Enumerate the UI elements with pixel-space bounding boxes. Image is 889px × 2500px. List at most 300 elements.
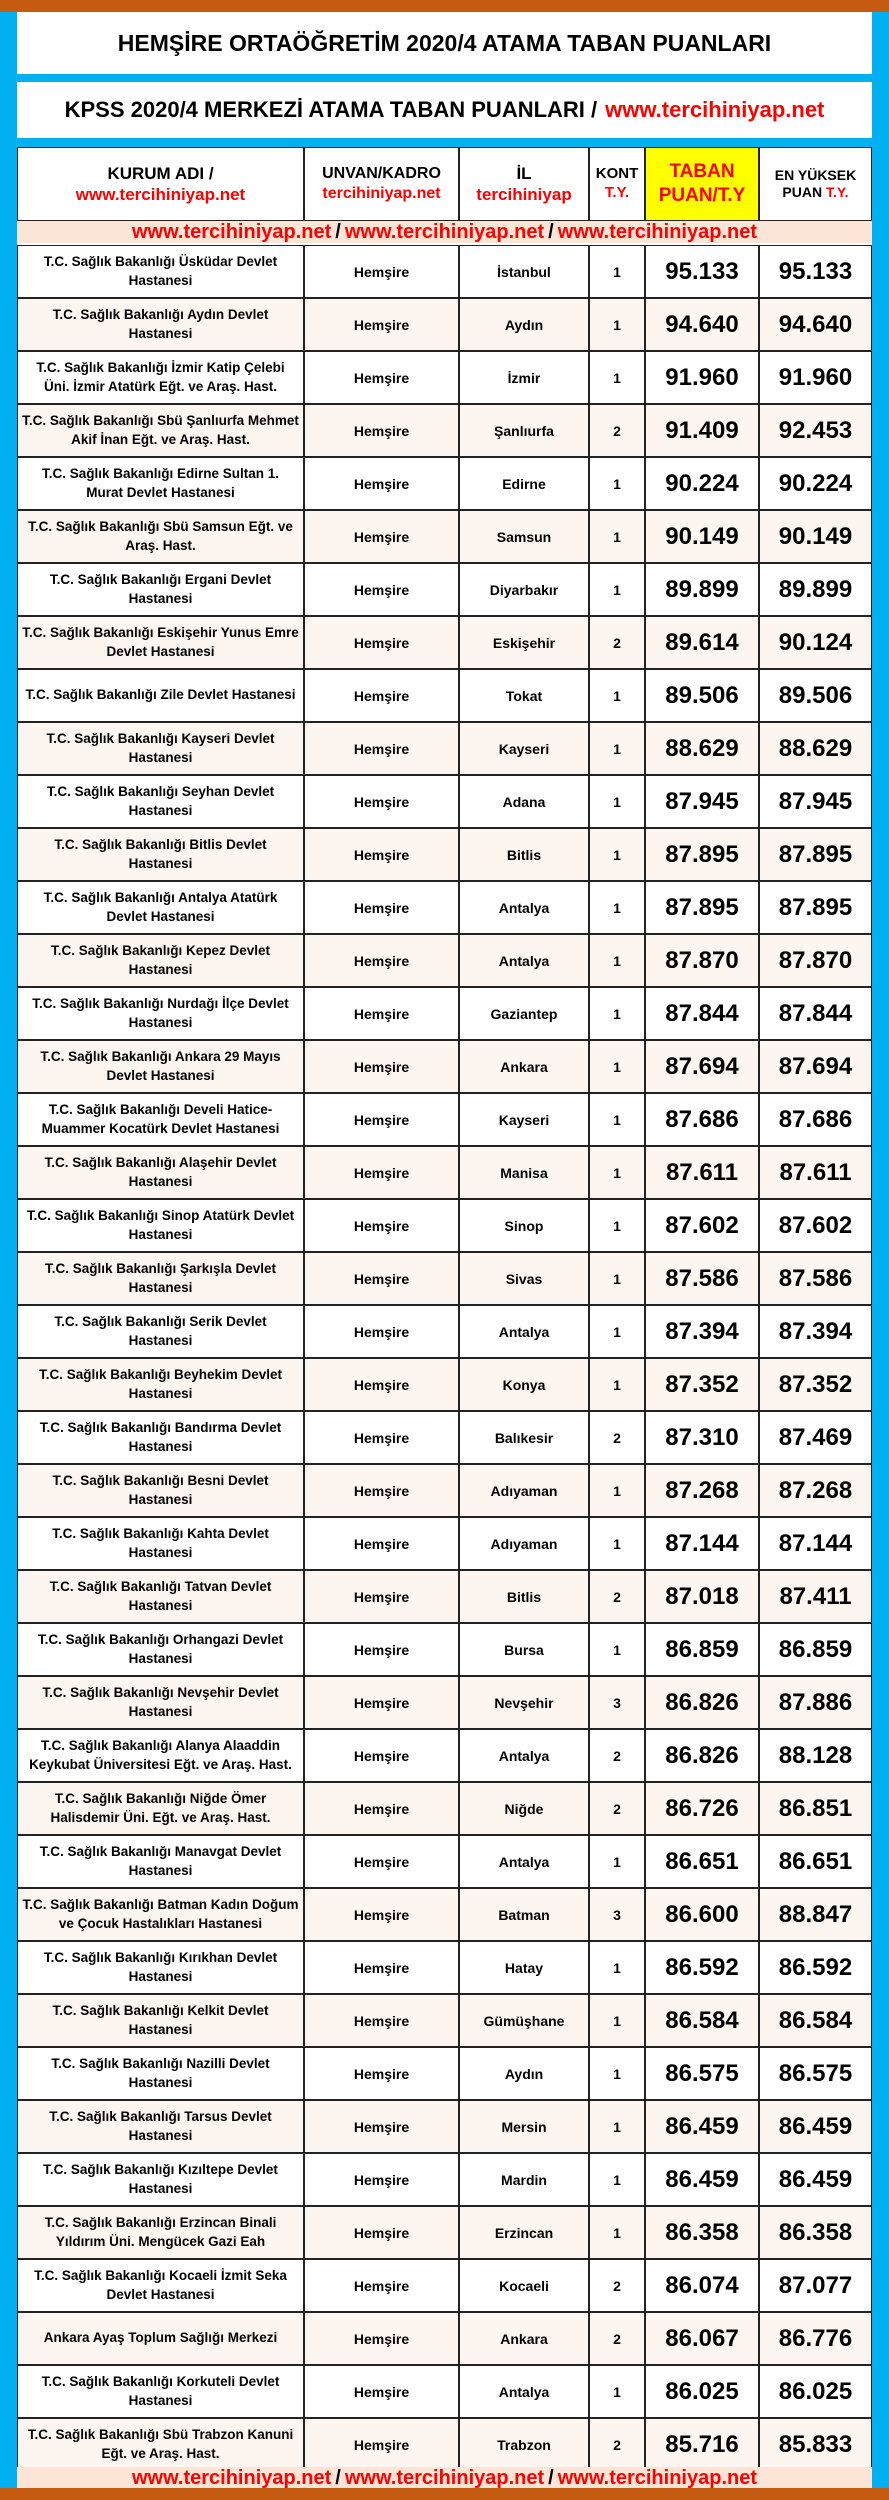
cell-il: Konya <box>459 1358 589 1411</box>
cell-en-yuksek-puan: 86.575 <box>759 2047 872 2100</box>
cell-unvan: Hemşire <box>304 457 459 510</box>
cell-en-yuksek-puan: 87.352 <box>759 1358 872 1411</box>
cell-en-yuksek-puan: 86.851 <box>759 1782 872 1835</box>
cell-taban-puan: 87.895 <box>645 828 759 881</box>
cell-unvan: Hemşire <box>304 1835 459 1888</box>
cell-il: Antalya <box>459 2365 589 2418</box>
cell-kont: 3 <box>589 1888 645 1941</box>
cell-kurum: T.C. Sağlık Bakanlığı Beyhekim Devlet Hastanesi <box>17 1358 304 1411</box>
left-cyan-border <box>0 12 17 2488</box>
cell-kont: 2 <box>589 1570 645 1623</box>
cell-taban-puan: 87.144 <box>645 1517 759 1570</box>
header-enyuksek-ty: T.Y. <box>825 184 849 200</box>
url-band-bottom-link-2[interactable]: www.tercihiniyap.net <box>344 2466 545 2489</box>
cell-kont: 2 <box>589 1411 645 1464</box>
cell-kont: 1 <box>589 563 645 616</box>
cell-kont: 2 <box>589 1729 645 1782</box>
cell-kurum: T.C. Sağlık Bakanlığı Ergani Devlet Hastanesi <box>17 563 304 616</box>
cell-il: Bitlis <box>459 828 589 881</box>
cell-il: Adıyaman <box>459 1517 589 1570</box>
cell-taban-puan: 87.694 <box>645 1040 759 1093</box>
table-row <box>17 2206 872 2259</box>
cell-unvan: Hemşire <box>304 1040 459 1093</box>
cell-en-yuksek-puan: 85.833 <box>759 2418 872 2471</box>
cell-en-yuksek-puan: 87.144 <box>759 1517 872 1570</box>
cell-il: Niğde <box>459 1782 589 1835</box>
cell-kurum: T.C. Sağlık Bakanlığı Kızıltepe Devlet Hastanesi <box>17 2153 304 2206</box>
cell-kurum: T.C. Sağlık Bakanlığı Sbü Trabzon Kanuni Eğt. ve Araş. Hast. <box>17 2418 304 2471</box>
cell-il: İzmir <box>459 351 589 404</box>
cell-unvan: Hemşire <box>304 351 459 404</box>
cell-unvan: Hemşire <box>304 1358 459 1411</box>
table-row <box>17 1676 872 1729</box>
cell-il: Aydın <box>459 2047 589 2100</box>
header-taban-sub: PUAN/T.Y <box>658 185 746 206</box>
table-row <box>17 1994 872 2047</box>
cell-taban-puan: 87.310 <box>645 1411 759 1464</box>
cell-taban-puan: 86.459 <box>645 2153 759 2206</box>
cell-il: Mardin <box>459 2153 589 2206</box>
cell-unvan: Hemşire <box>304 2047 459 2100</box>
cell-kont: 1 <box>589 510 645 563</box>
table-row <box>17 1729 872 1782</box>
cell-unvan: Hemşire <box>304 2259 459 2312</box>
cell-il: Aydın <box>459 298 589 351</box>
cell-taban-puan: 86.025 <box>645 2365 759 2418</box>
table-body <box>17 245 872 2471</box>
cell-unvan: Hemşire <box>304 1252 459 1305</box>
cell-kurum: T.C. Sağlık Bakanlığı Develi Hatice-Muammer Kocatürk Devlet Hastanesi <box>17 1093 304 1146</box>
cell-il: Bursa <box>459 1623 589 1676</box>
cell-en-yuksek-puan: 86.776 <box>759 2312 872 2365</box>
cell-kont: 2 <box>589 2418 645 2471</box>
cell-en-yuksek-puan: 87.870 <box>759 934 872 987</box>
top-orange-border <box>0 0 889 12</box>
header-taban <box>645 147 759 221</box>
cell-il: Ankara <box>459 2312 589 2365</box>
cell-taban-puan: 85.716 <box>645 2418 759 2471</box>
cell-en-yuksek-puan: 86.358 <box>759 2206 872 2259</box>
table-row <box>17 1199 872 1252</box>
cell-kurum: T.C. Sağlık Bakanlığı Erzincan Binali Yıldırım Üni. Mengücek Gazi Eah <box>17 2206 304 2259</box>
cell-kont: 1 <box>589 1146 645 1199</box>
cell-il: Tokat <box>459 669 589 722</box>
cell-taban-puan: 86.859 <box>645 1623 759 1676</box>
cell-unvan: Hemşire <box>304 669 459 722</box>
cell-en-yuksek-puan: 94.640 <box>759 298 872 351</box>
cell-taban-puan: 91.409 <box>645 404 759 457</box>
header-kurum-site[interactable]: www.tercihiniyap.net <box>75 185 246 204</box>
header-kont-label: KONT <box>595 165 639 183</box>
table-row <box>17 775 872 828</box>
table-row <box>17 1888 872 1941</box>
table-row <box>17 2365 872 2418</box>
cell-kont: 1 <box>589 881 645 934</box>
table-row <box>17 2418 872 2471</box>
cell-taban-puan: 91.960 <box>645 351 759 404</box>
table-row <box>17 563 872 616</box>
cell-kurum: T.C. Sağlık Bakanlığı Kayseri Devlet Hastanesi <box>17 722 304 775</box>
cell-taban-puan: 88.629 <box>645 722 759 775</box>
cell-en-yuksek-puan: 87.945 <box>759 775 872 828</box>
table-row <box>17 1570 872 1623</box>
table-row <box>17 1305 872 1358</box>
table-row <box>17 245 872 298</box>
cell-unvan: Hemşire <box>304 1994 459 2047</box>
cell-kont: 2 <box>589 616 645 669</box>
cell-kurum: T.C. Sağlık Bakanlığı Ankara 29 Mayıs Devlet Hastanesi <box>17 1040 304 1093</box>
cell-en-yuksek-puan: 86.459 <box>759 2153 872 2206</box>
cell-il: Ankara <box>459 1040 589 1093</box>
cell-taban-puan: 90.224 <box>645 457 759 510</box>
cell-il: Antalya <box>459 1835 589 1888</box>
cell-en-yuksek-puan: 90.149 <box>759 510 872 563</box>
cell-unvan: Hemşire <box>304 2312 459 2365</box>
cell-unvan: Hemşire <box>304 2418 459 2471</box>
cell-il: Bitlis <box>459 1570 589 1623</box>
header-kurum-label: KURUM ADI / <box>107 163 214 183</box>
table-row <box>17 1411 872 1464</box>
table-row <box>17 404 872 457</box>
cell-il: Batman <box>459 1888 589 1941</box>
header-unvan <box>304 147 459 221</box>
cell-kurum: T.C. Sağlık Bakanlığı Sbü Samsun Eğt. ve Araş. Hast. <box>17 510 304 563</box>
cell-kont: 2 <box>589 2259 645 2312</box>
cell-kont: 2 <box>589 1782 645 1835</box>
cell-il: Balıkesir <box>459 1411 589 1464</box>
table-row <box>17 510 872 563</box>
cell-en-yuksek-puan: 87.411 <box>759 1570 872 1623</box>
table-row <box>17 2100 872 2153</box>
cell-il: Antalya <box>459 934 589 987</box>
cell-taban-puan: 86.826 <box>645 1676 759 1729</box>
cell-il: Gaziantep <box>459 987 589 1040</box>
cell-unvan: Hemşire <box>304 881 459 934</box>
cell-en-yuksek-puan: 86.859 <box>759 1623 872 1676</box>
cell-en-yuksek-puan: 88.128 <box>759 1729 872 1782</box>
cell-unvan: Hemşire <box>304 1093 459 1146</box>
cell-kont: 1 <box>589 1623 645 1676</box>
table-row <box>17 1941 872 1994</box>
url-band-link-2[interactable]: www.tercihiniyap.net <box>344 220 545 243</box>
url-band-bottom-sep-1: / <box>335 2466 341 2489</box>
cell-il: Sivas <box>459 1252 589 1305</box>
cell-unvan: Hemşire <box>304 1146 459 1199</box>
table-row <box>17 1358 872 1411</box>
cell-taban-puan: 87.018 <box>645 1570 759 1623</box>
cell-taban-puan: 87.394 <box>645 1305 759 1358</box>
cell-unvan: Hemşire <box>304 828 459 881</box>
cell-taban-puan: 86.726 <box>645 1782 759 1835</box>
cell-il: Antalya <box>459 1305 589 1358</box>
cell-kurum: T.C. Sağlık Bakanlığı Sbü Şanlıurfa Mehmet Akif İnan Eğt. ve Araş. Hast. <box>17 404 304 457</box>
cell-en-yuksek-puan: 87.268 <box>759 1464 872 1517</box>
cell-il: Adana <box>459 775 589 828</box>
cell-en-yuksek-puan: 87.586 <box>759 1252 872 1305</box>
cell-unvan: Hemşire <box>304 1199 459 1252</box>
cell-kont: 1 <box>589 1517 645 1570</box>
bottom-orange-border <box>0 2488 889 2500</box>
cell-taban-puan: 87.870 <box>645 934 759 987</box>
cell-taban-puan: 89.614 <box>645 616 759 669</box>
table-header <box>17 147 872 221</box>
table-row <box>17 616 872 669</box>
table-row <box>17 1146 872 1199</box>
cell-unvan: Hemşire <box>304 2100 459 2153</box>
cell-il: Adıyaman <box>459 1464 589 1517</box>
cell-kont: 1 <box>589 1941 645 1994</box>
cell-il: Trabzon <box>459 2418 589 2471</box>
subtitle-site-link[interactable]: www.tercihiniyap.net <box>605 97 825 122</box>
cell-il: Sinop <box>459 1199 589 1252</box>
cell-en-yuksek-puan: 86.459 <box>759 2100 872 2153</box>
cyan-divider <box>17 74 872 82</box>
cell-unvan: Hemşire <box>304 722 459 775</box>
cell-kont: 1 <box>589 245 645 298</box>
cell-taban-puan: 89.899 <box>645 563 759 616</box>
cell-kurum: Ankara Ayaş Toplum Sağlığı Merkezi <box>17 2312 304 2365</box>
cell-unvan: Hemşire <box>304 1411 459 1464</box>
cell-taban-puan: 94.640 <box>645 298 759 351</box>
cell-en-yuksek-puan: 87.602 <box>759 1199 872 1252</box>
cell-kont: 3 <box>589 1676 645 1729</box>
cell-unvan: Hemşire <box>304 1782 459 1835</box>
cell-taban-puan: 86.592 <box>645 1941 759 1994</box>
header-il-label: İL <box>516 163 532 183</box>
cell-kurum: T.C. Sağlık Bakanlığı Kocaeli İzmit Seka Devlet Hastanesi <box>17 2259 304 2312</box>
cell-unvan: Hemşire <box>304 2206 459 2259</box>
cell-taban-puan: 86.651 <box>645 1835 759 1888</box>
header-il <box>459 147 589 221</box>
header-kurum <box>17 147 304 221</box>
cell-kurum: T.C. Sağlık Bakanlığı İzmir Katip Çelebi Üni. İzmir Atatürk Eğt. ve Araş. Hast. <box>17 351 304 404</box>
cell-kont: 1 <box>589 722 645 775</box>
header-enyuksek-sub <box>782 184 848 202</box>
cell-kurum: T.C. Sağlık Bakanlığı Korkuteli Devlet Hastanesi <box>17 2365 304 2418</box>
cell-en-yuksek-puan: 86.592 <box>759 1941 872 1994</box>
url-band-sep-1: / <box>335 220 341 243</box>
cell-kurum: T.C. Sağlık Bakanlığı Edirne Sultan 1. Murat Devlet Hastanesi <box>17 457 304 510</box>
table-row <box>17 1093 872 1146</box>
cell-unvan: Hemşire <box>304 1888 459 1941</box>
cell-il: Edirne <box>459 457 589 510</box>
cell-en-yuksek-puan: 87.886 <box>759 1676 872 1729</box>
cell-il: Kayseri <box>459 722 589 775</box>
cell-kont: 1 <box>589 457 645 510</box>
cell-taban-puan: 89.506 <box>645 669 759 722</box>
cell-kont: 1 <box>589 934 645 987</box>
cell-il: Erzincan <box>459 2206 589 2259</box>
cell-kurum: T.C. Sağlık Bakanlığı Aydın Devlet Hastanesi <box>17 298 304 351</box>
cell-taban-puan: 86.459 <box>645 2100 759 2153</box>
cell-en-yuksek-puan: 87.895 <box>759 828 872 881</box>
cell-kurum: T.C. Sağlık Bakanlığı Eskişehir Yunus Emre Devlet Hastanesi <box>17 616 304 669</box>
table-row <box>17 828 872 881</box>
cell-il: İstanbul <box>459 245 589 298</box>
cell-kont: 1 <box>589 987 645 1040</box>
cell-taban-puan: 87.844 <box>645 987 759 1040</box>
cell-kurum: T.C. Sağlık Bakanlığı Antalya Atatürk Devlet Hastanesi <box>17 881 304 934</box>
header-il-site[interactable]: tercihiniyap <box>476 185 572 204</box>
cell-kont: 1 <box>589 1835 645 1888</box>
table-row <box>17 1464 872 1517</box>
cell-en-yuksek-puan: 89.506 <box>759 669 872 722</box>
cell-kurum: T.C. Sağlık Bakanlığı Serik Devlet Hastanesi <box>17 1305 304 1358</box>
cell-taban-puan: 87.895 <box>645 881 759 934</box>
cell-kont: 1 <box>589 1252 645 1305</box>
cell-en-yuksek-puan: 86.025 <box>759 2365 872 2418</box>
subtitle-text: KPSS 2020/4 MERKEZİ ATAMA TABAN PUANLARI / <box>64 97 598 122</box>
table-row <box>17 669 872 722</box>
cell-en-yuksek-puan: 95.133 <box>759 245 872 298</box>
cell-kurum: T.C. Sağlık Bakanlığı Alaşehir Devlet Hastanesi <box>17 1146 304 1199</box>
cell-kurum: T.C. Sağlık Bakanlığı Bitlis Devlet Hastanesi <box>17 828 304 881</box>
cell-kurum: T.C. Sağlık Bakanlığı Zile Devlet Hastanesi <box>17 669 304 722</box>
cell-kurum: T.C. Sağlık Bakanlığı Tarsus Devlet Hastanesi <box>17 2100 304 2153</box>
cell-kurum: T.C. Sağlık Bakanlığı Kahta Devlet Hastanesi <box>17 1517 304 1570</box>
cell-en-yuksek-puan: 87.694 <box>759 1040 872 1093</box>
url-band-bottom <box>17 2467 872 2489</box>
cell-kont: 1 <box>589 2206 645 2259</box>
cell-kont: 1 <box>589 1358 645 1411</box>
header-enyuksek-label: EN YÜKSEK <box>774 166 857 183</box>
cell-kont: 1 <box>589 1040 645 1093</box>
cell-kont: 1 <box>589 1994 645 2047</box>
cell-kont: 1 <box>589 2153 645 2206</box>
url-band-top <box>17 221 872 243</box>
cell-unvan: Hemşire <box>304 616 459 669</box>
cell-kurum: T.C. Sağlık Bakanlığı Kelkit Devlet Hastanesi <box>17 1994 304 2047</box>
url-band-link-1[interactable]: www.tercihiniyap.net <box>131 220 332 243</box>
cell-kont: 1 <box>589 351 645 404</box>
cell-taban-puan: 90.149 <box>645 510 759 563</box>
cell-taban-puan: 87.611 <box>645 1146 759 1199</box>
cell-taban-puan: 87.586 <box>645 1252 759 1305</box>
cell-kurum: T.C. Sağlık Bakanlığı Kepez Devlet Hastanesi <box>17 934 304 987</box>
cyan-divider-2 <box>17 138 872 147</box>
cell-unvan: Hemşire <box>304 563 459 616</box>
url-band-bottom-link-1[interactable]: www.tercihiniyap.net <box>131 2466 332 2489</box>
header-enyuksek <box>759 147 872 221</box>
cell-en-yuksek-puan: 91.960 <box>759 351 872 404</box>
cell-unvan: Hemşire <box>304 1305 459 1358</box>
cell-kont: 1 <box>589 2047 645 2100</box>
cell-kurum: T.C. Sağlık Bakanlığı Seyhan Devlet Hastanesi <box>17 775 304 828</box>
table-row <box>17 2153 872 2206</box>
cell-en-yuksek-puan: 88.629 <box>759 722 872 775</box>
cell-kont: 1 <box>589 2100 645 2153</box>
cell-en-yuksek-puan: 87.844 <box>759 987 872 1040</box>
cell-taban-puan: 87.268 <box>645 1464 759 1517</box>
cell-unvan: Hemşire <box>304 987 459 1040</box>
cell-kurum: T.C. Sağlık Bakanlığı Nurdağı İlçe Devlet Hastanesi <box>17 987 304 1040</box>
cell-unvan: Hemşire <box>304 1464 459 1517</box>
cell-il: Mersin <box>459 2100 589 2153</box>
cell-en-yuksek-puan: 87.895 <box>759 881 872 934</box>
table-row <box>17 934 872 987</box>
cell-taban-puan: 86.358 <box>645 2206 759 2259</box>
cell-kurum: T.C. Sağlık Bakanlığı Nazilli Devlet Hastanesi <box>17 2047 304 2100</box>
cell-en-yuksek-puan: 87.611 <box>759 1146 872 1199</box>
cell-en-yuksek-puan: 86.651 <box>759 1835 872 1888</box>
cell-kont: 2 <box>589 2312 645 2365</box>
cell-taban-puan: 86.826 <box>645 1729 759 1782</box>
cell-unvan: Hemşire <box>304 775 459 828</box>
header-kont <box>589 147 645 221</box>
cell-unvan: Hemşire <box>304 298 459 351</box>
cell-kurum: T.C. Sağlık Bakanlığı Alanya Alaaddin Keykubat Üniversitesi Eğt. ve Araş. Hast. <box>17 1729 304 1782</box>
cell-taban-puan: 87.602 <box>645 1199 759 1252</box>
cell-unvan: Hemşire <box>304 2153 459 2206</box>
cell-kurum: T.C. Sağlık Bakanlığı Niğde Ömer Halisdemir Üni. Eğt. ve Araş. Hast. <box>17 1782 304 1835</box>
cell-kurum: T.C. Sağlık Bakanlığı Tatvan Devlet Hastanesi <box>17 1570 304 1623</box>
cell-en-yuksek-puan: 87.077 <box>759 2259 872 2312</box>
cell-en-yuksek-puan: 90.224 <box>759 457 872 510</box>
cell-unvan: Hemşire <box>304 1676 459 1729</box>
cell-en-yuksek-puan: 86.584 <box>759 1994 872 2047</box>
cell-taban-puan: 86.074 <box>645 2259 759 2312</box>
cell-unvan: Hemşire <box>304 404 459 457</box>
cell-il: Antalya <box>459 881 589 934</box>
cell-kont: 1 <box>589 298 645 351</box>
cell-il: Diyarbakır <box>459 563 589 616</box>
cell-il: Eskişehir <box>459 616 589 669</box>
table-row <box>17 2047 872 2100</box>
cell-kurum: T.C. Sağlık Bakanlığı Nevşehir Devlet Hastanesi <box>17 1676 304 1729</box>
url-band-sep-2: / <box>548 220 554 243</box>
cell-unvan: Hemşire <box>304 1570 459 1623</box>
page-subtitle <box>17 82 872 138</box>
cell-il: Kayseri <box>459 1093 589 1146</box>
table-row <box>17 1040 872 1093</box>
cell-il: Gümüşhane <box>459 1994 589 2047</box>
cell-unvan: Hemşire <box>304 1729 459 1782</box>
cell-unvan: Hemşire <box>304 1941 459 1994</box>
url-band-bottom-link-3[interactable]: www.tercihiniyap.net <box>557 2466 757 2489</box>
cell-kurum: T.C. Sağlık Bakanlığı Sinop Atatürk Devlet Hastanesi <box>17 1199 304 1252</box>
cell-il: Manisa <box>459 1146 589 1199</box>
header-unvan-site[interactable]: tercihiniyap.net <box>322 185 441 202</box>
cell-en-yuksek-puan: 87.394 <box>759 1305 872 1358</box>
cell-kurum: T.C. Sağlık Bakanlığı Şarkışla Devlet Hastanesi <box>17 1252 304 1305</box>
cell-kont: 1 <box>589 828 645 881</box>
cell-unvan: Hemşire <box>304 510 459 563</box>
cell-en-yuksek-puan: 87.686 <box>759 1093 872 1146</box>
table-row <box>17 1782 872 1835</box>
cell-taban-puan: 95.133 <box>645 245 759 298</box>
cell-taban-puan: 86.584 <box>645 1994 759 2047</box>
cell-kurum: T.C. Sağlık Bakanlığı Besni Devlet Hastanesi <box>17 1464 304 1517</box>
cell-taban-puan: 86.067 <box>645 2312 759 2365</box>
cell-taban-puan: 86.600 <box>645 1888 759 1941</box>
cell-kurum: T.C. Sağlık Bakanlığı Bandırma Devlet Hastanesi <box>17 1411 304 1464</box>
cell-il: Antalya <box>459 1729 589 1782</box>
cell-en-yuksek-puan: 90.124 <box>759 616 872 669</box>
cell-taban-puan: 86.575 <box>645 2047 759 2100</box>
url-band-link-3[interactable]: www.tercihiniyap.net <box>557 220 757 243</box>
cell-kont: 1 <box>589 1093 645 1146</box>
table-row <box>17 881 872 934</box>
cell-unvan: Hemşire <box>304 1517 459 1570</box>
table-row <box>17 1623 872 1676</box>
page-title: HEMŞİRE ORTAÖĞRETİM 2020/4 ATAMA TABAN PUANLARI <box>17 12 872 75</box>
table-row <box>17 1252 872 1305</box>
header-taban-label: TABAN <box>669 161 735 183</box>
cell-il: Kocaeli <box>459 2259 589 2312</box>
cell-unvan: Hemşire <box>304 1623 459 1676</box>
cell-taban-puan: 87.686 <box>645 1093 759 1146</box>
table-row <box>17 351 872 404</box>
